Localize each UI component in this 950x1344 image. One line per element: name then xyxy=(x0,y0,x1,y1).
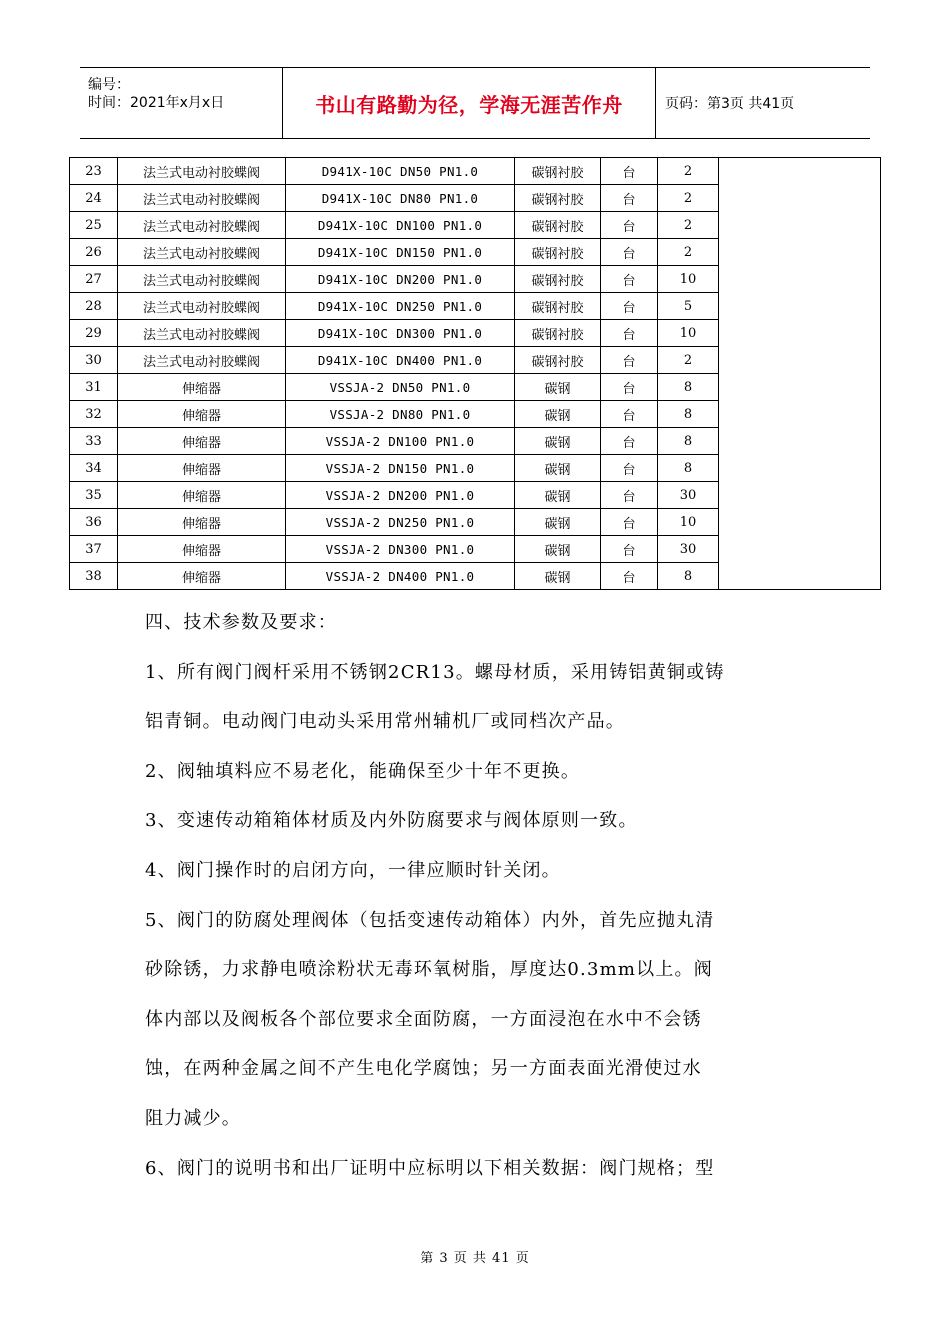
item-model: VSSJA-2 DN400 PN1.0 xyxy=(286,563,515,590)
item-material: 碳钢衬胶 xyxy=(515,293,601,320)
item-unit: 台 xyxy=(601,482,658,509)
item-unit: 台 xyxy=(601,185,658,212)
item-quantity: 5 xyxy=(658,293,719,320)
technical-requirements xyxy=(145,598,810,1193)
row-number: 37 xyxy=(70,536,118,563)
item-model: D941X-10C DN80 PN1.0 xyxy=(286,185,515,212)
item-name: 法兰式电动衬胶蝶阀 xyxy=(118,320,286,347)
requirement-lines xyxy=(145,648,810,1194)
item-name: 伸缩器 xyxy=(118,401,286,428)
item-model: D941X-10C DN200 PN1.0 xyxy=(286,266,515,293)
item-unit: 台 xyxy=(601,536,658,563)
item-quantity: 8 xyxy=(658,401,719,428)
document-number-label: 编号： xyxy=(88,77,130,93)
item-name: 伸缩器 xyxy=(118,428,286,455)
row-number: 28 xyxy=(70,293,118,320)
item-model: D941X-10C DN150 PN1.0 xyxy=(286,239,515,266)
item-unit: 台 xyxy=(601,320,658,347)
requirement-line: 体内部以及阀板各个部位要求全面防腐，一方面浸泡在水中不会锈 xyxy=(145,1008,702,1030)
item-model: D941X-10C DN50 PN1.0 xyxy=(286,158,515,185)
item-material: 碳钢衬胶 xyxy=(515,185,601,212)
item-material: 碳钢 xyxy=(515,455,601,482)
item-model: VSSJA-2 DN250 PN1.0 xyxy=(286,509,515,536)
row-number: 32 xyxy=(70,401,118,428)
item-unit: 台 xyxy=(601,347,658,374)
item-material: 碳钢衬胶 xyxy=(515,347,601,374)
requirement-line: 蚀，在两种金属之间不产生电化学腐蚀；另一方面表面光滑使过水 xyxy=(145,1058,702,1080)
item-model: D941X-10C DN400 PN1.0 xyxy=(286,347,515,374)
item-quantity: 8 xyxy=(658,563,719,590)
item-material: 碳钢 xyxy=(515,428,601,455)
item-model: VSSJA-2 DN50 PN1.0 xyxy=(286,374,515,401)
requirement-line: 6、阀门的说明书和出厂证明中应标明以下相关数据：阀门规格；型 xyxy=(145,1157,715,1179)
item-quantity: 2 xyxy=(658,185,719,212)
item-name: 法兰式电动衬胶蝶阀 xyxy=(118,185,286,212)
item-quantity: 2 xyxy=(658,347,719,374)
requirement-line: 2、阀轴填料应不易老化，能确保至少十年不更换。 xyxy=(145,760,581,782)
item-material: 碳钢衬胶 xyxy=(515,239,601,266)
item-quantity: 2 xyxy=(658,239,719,266)
item-unit: 台 xyxy=(601,239,658,266)
item-name: 伸缩器 xyxy=(118,509,286,536)
item-model: D941X-10C DN300 PN1.0 xyxy=(286,320,515,347)
item-unit: 台 xyxy=(601,401,658,428)
item-model: VSSJA-2 DN150 PN1.0 xyxy=(286,455,515,482)
requirement-line: 5、阀门的防腐处理阀体（包括变速传动箱体）内外，首先应抛丸清 xyxy=(145,909,715,931)
requirement-line: 铝青铜。电动阀门电动头采用常州辅机厂或同档次产品。 xyxy=(145,711,625,733)
header-motto: 书山有路勤为径，学海无涯苦作舟 xyxy=(315,92,623,117)
item-unit: 台 xyxy=(601,455,658,482)
item-quantity: 2 xyxy=(658,212,719,239)
row-number: 36 xyxy=(70,509,118,536)
item-quantity: 8 xyxy=(658,374,719,401)
header-meta xyxy=(80,68,282,138)
table-row xyxy=(70,158,881,185)
item-quantity: 8 xyxy=(658,428,719,455)
item-quantity: 2 xyxy=(658,158,719,185)
item-name: 伸缩器 xyxy=(118,482,286,509)
item-quantity: 10 xyxy=(658,266,719,293)
row-number: 24 xyxy=(70,185,118,212)
item-name: 伸缩器 xyxy=(118,536,286,563)
item-name: 法兰式电动衬胶蝶阀 xyxy=(118,293,286,320)
item-name: 伸缩器 xyxy=(118,374,286,401)
row-number: 26 xyxy=(70,239,118,266)
page-header xyxy=(80,67,870,139)
document-time-label: 时间：2021年x月x日 xyxy=(88,95,225,111)
header-page-info-cell xyxy=(655,68,870,138)
requirement-line: 4、阀门操作时的启闭方向，一律应顺时针关闭。 xyxy=(145,859,561,881)
row-number: 29 xyxy=(70,320,118,347)
item-material: 碳钢衬胶 xyxy=(515,266,601,293)
item-unit: 台 xyxy=(601,212,658,239)
row-number: 31 xyxy=(70,374,118,401)
item-name: 法兰式电动衬胶蝶阀 xyxy=(118,158,286,185)
item-material: 碳钢 xyxy=(515,482,601,509)
item-unit: 台 xyxy=(601,563,658,590)
item-name: 法兰式电动衬胶蝶阀 xyxy=(118,347,286,374)
item-model: VSSJA-2 DN200 PN1.0 xyxy=(286,482,515,509)
row-number: 33 xyxy=(70,428,118,455)
row-number: 30 xyxy=(70,347,118,374)
item-material: 碳钢衬胶 xyxy=(515,212,601,239)
item-model: D941X-10C DN100 PN1.0 xyxy=(286,212,515,239)
row-number: 25 xyxy=(70,212,118,239)
item-unit: 台 xyxy=(601,428,658,455)
requirement-line: 1、所有阀门阀杆采用不锈钢2CR13。螺母材质，采用铸铝黄铜或铸 xyxy=(145,661,725,683)
item-unit: 台 xyxy=(601,293,658,320)
item-model: VSSJA-2 DN300 PN1.0 xyxy=(286,536,515,563)
equipment-table xyxy=(69,157,881,590)
item-model: VSSJA-2 DN80 PN1.0 xyxy=(286,401,515,428)
item-quantity: 10 xyxy=(658,320,719,347)
header-page-info: 页码：第3页 共41页 xyxy=(665,96,795,112)
item-material: 碳钢 xyxy=(515,536,601,563)
item-unit: 台 xyxy=(601,158,658,185)
item-quantity: 8 xyxy=(658,455,719,482)
item-unit: 台 xyxy=(601,509,658,536)
row-number: 27 xyxy=(70,266,118,293)
item-material: 碳钢 xyxy=(515,401,601,428)
equipment-table-body xyxy=(70,158,881,590)
item-name: 伸缩器 xyxy=(118,455,286,482)
requirement-line: 阻力减少。 xyxy=(145,1107,241,1129)
item-name: 伸缩器 xyxy=(118,563,286,590)
header-motto-cell xyxy=(282,68,656,138)
item-model: VSSJA-2 DN100 PN1.0 xyxy=(286,428,515,455)
item-unit: 台 xyxy=(601,266,658,293)
item-material: 碳钢 xyxy=(515,563,601,590)
item-material: 碳钢 xyxy=(515,509,601,536)
item-material: 碳钢 xyxy=(515,374,601,401)
item-model: D941X-10C DN250 PN1.0 xyxy=(286,293,515,320)
item-material: 碳钢衬胶 xyxy=(515,158,601,185)
row-number: 35 xyxy=(70,482,118,509)
item-name: 法兰式电动衬胶蝶阀 xyxy=(118,266,286,293)
section-title: 四、技术参数及要求： xyxy=(145,612,337,633)
remarks-cell xyxy=(719,158,881,590)
row-number: 38 xyxy=(70,563,118,590)
item-quantity: 10 xyxy=(658,509,719,536)
item-material: 碳钢衬胶 xyxy=(515,320,601,347)
item-unit: 台 xyxy=(601,374,658,401)
row-number: 23 xyxy=(70,158,118,185)
row-number: 34 xyxy=(70,455,118,482)
requirement-line: 砂除锈，力求静电喷涂粉状无毒环氧树脂，厚度达0.3mm以上。阀 xyxy=(145,959,713,981)
item-quantity: 30 xyxy=(658,482,719,509)
item-name: 法兰式电动衬胶蝶阀 xyxy=(118,239,286,266)
page-footer: 第 3 页 共 41 页 xyxy=(420,1251,530,1266)
item-quantity: 30 xyxy=(658,536,719,563)
item-name: 法兰式电动衬胶蝶阀 xyxy=(118,212,286,239)
requirement-line: 3、变速传动箱箱体材质及内外防腐要求与阀体原则一致。 xyxy=(145,810,638,832)
